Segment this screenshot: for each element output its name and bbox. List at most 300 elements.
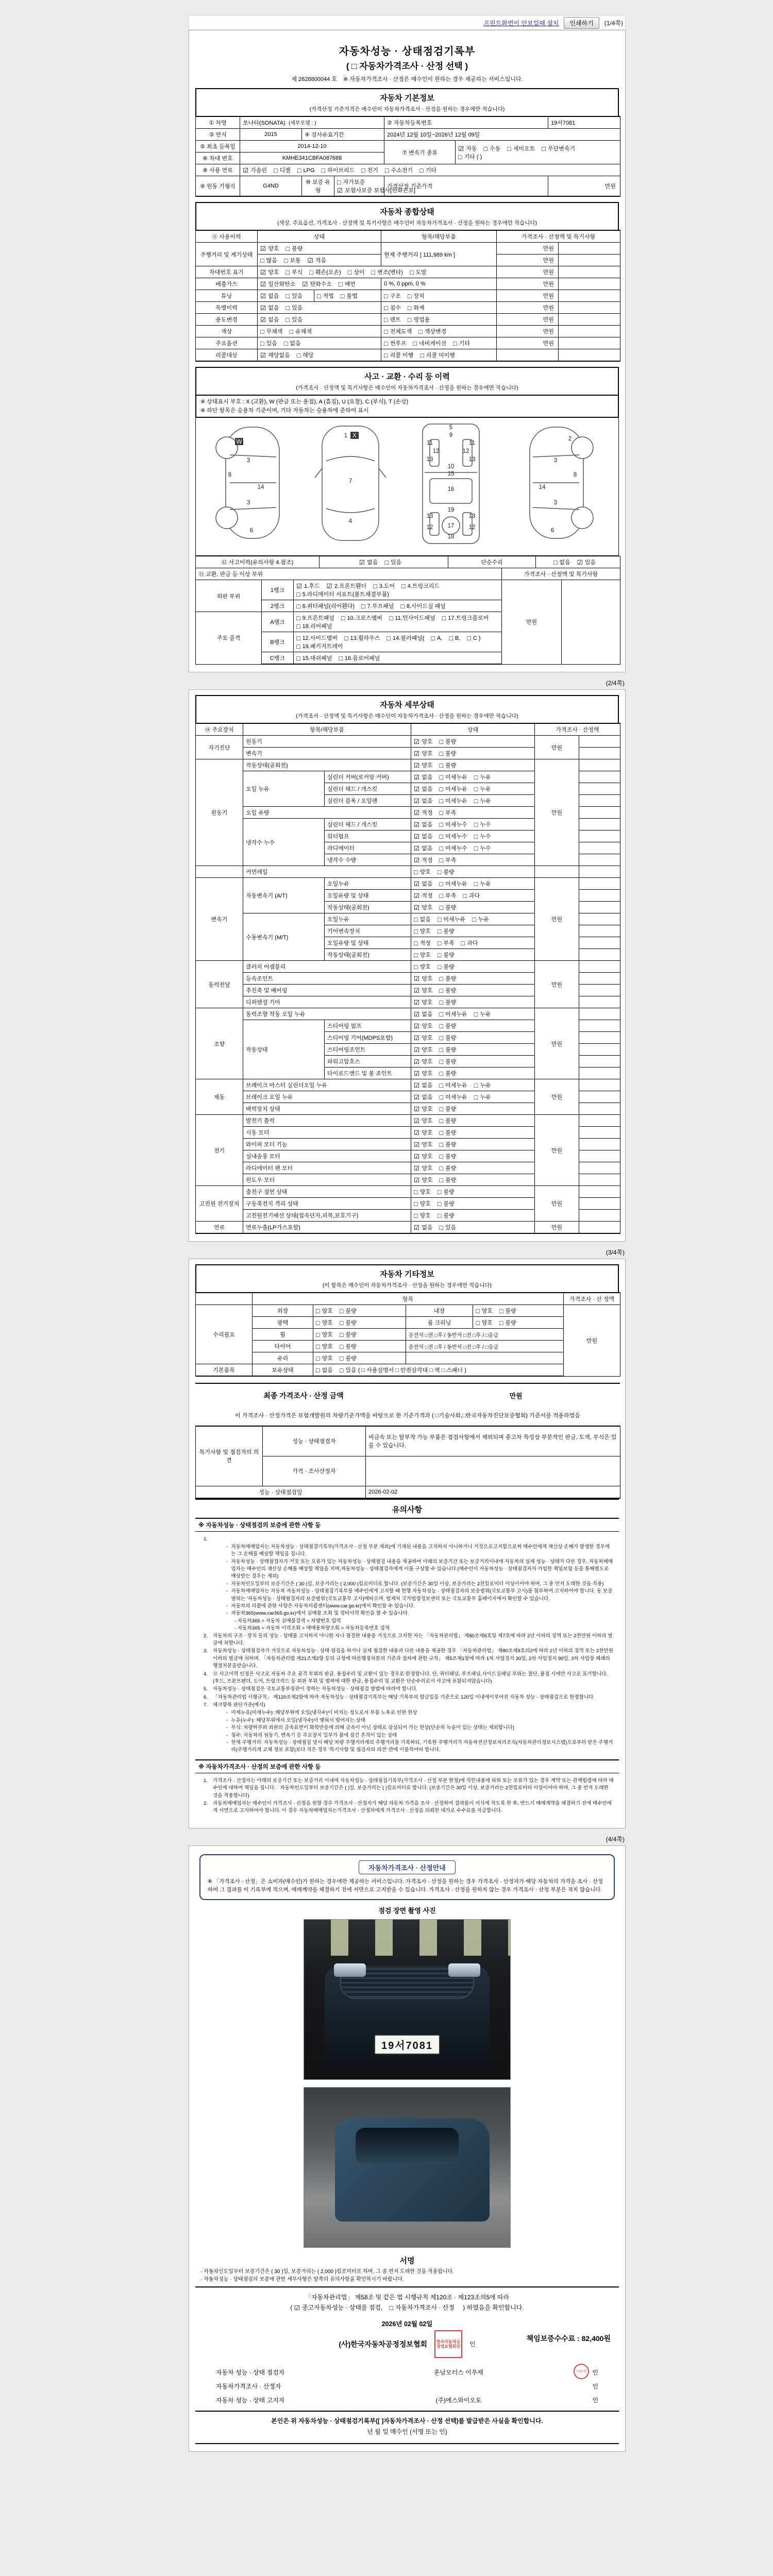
car-damage-diagram — [195, 418, 619, 556]
checkbox-checked[interactable]: ☑ 양호 — [414, 1046, 433, 1054]
trans-note-5 — [579, 925, 620, 937]
opinion-label: 특기사항 및 점검자의 의견 — [196, 1426, 263, 1486]
page-marker-3: (3/4쪽) — [606, 1249, 625, 1256]
checkbox-checked[interactable]: ☑ 양호 — [414, 1165, 433, 1172]
checkbox-checked[interactable]: ☑ 2.프론트휀더 — [326, 583, 367, 590]
checkbox-checked[interactable]: ☑ 양호 — [414, 999, 433, 1006]
confirm-line-1: 「자동차관리법」 제58조 및 같은 법 시행규칙 제120조 · 제123조의5에 따라 — [305, 2294, 510, 2301]
checkbox-unchecked[interactable]: □ 양호 — [316, 1355, 333, 1362]
special-history-unit: 만원 — [497, 302, 559, 314]
brake-booster-state — [411, 1103, 535, 1115]
fuel-leak-state — [411, 1222, 535, 1234]
accident-history-label: ⑫ 사고이력(유의사항 4.참조) — [196, 556, 320, 568]
engine-note-7 — [579, 831, 620, 842]
checkbox-unchecked[interactable]: □ 있음 — [384, 559, 402, 566]
checkbox-unchecked[interactable]: □ 적법 — [317, 293, 334, 300]
engine-note-3 — [579, 783, 620, 795]
checkbox-checked[interactable]: ☑ 중고자동차성능 · 상태를 점검, — [294, 2303, 383, 2312]
glass-blank — [406, 1352, 564, 1364]
checkbox-unchecked[interactable]: □ 수소전기 — [385, 167, 413, 174]
license-plate: 19서7081 — [374, 2035, 440, 2055]
checkbox-unchecked[interactable]: □ 불량 — [437, 1212, 455, 1219]
checkbox-unchecked[interactable]: □ 부족 — [439, 892, 457, 900]
print-button[interactable]: 인쇄하기 — [564, 17, 599, 29]
charge-port-label: 충전구 절연 상태 — [243, 1186, 411, 1198]
note-line: ◦ 자동차의 리콜에 관한 사항은 자동차리콜센터(www.car.go.kr)에서 확인할 수 있습니다. — [231, 1603, 415, 1609]
checkbox-unchecked[interactable]: □ 과다 — [461, 940, 478, 947]
checkbox-unchecked[interactable]: □ 미세누유 — [439, 1094, 467, 1101]
checkbox-unchecked[interactable]: □ A, — [431, 635, 443, 642]
checkbox-unchecked[interactable]: □ 미세누유 — [439, 798, 467, 805]
checkbox-unchecked[interactable]: □ 불량 — [439, 1153, 457, 1160]
checkbox-unchecked[interactable]: □ B, — [449, 635, 461, 642]
checkbox-checked[interactable]: ☑ 적정 — [414, 809, 433, 817]
checkbox-unchecked[interactable]: □ 없음 — [553, 559, 570, 566]
checkbox-checked[interactable]: ☑ 1.후드 — [296, 583, 320, 590]
clutch-label: 클러치 어셈블리 — [243, 961, 411, 973]
checkbox-checked[interactable]: ☑ 양호 — [414, 975, 433, 982]
checkbox-unchecked[interactable]: □ 유채색 — [289, 328, 312, 335]
checkbox-checked[interactable]: ☑ 없음 — [414, 821, 433, 828]
trans-note-3 — [579, 902, 620, 913]
checkbox-unchecked[interactable]: □ 불량 — [439, 1177, 457, 1184]
checkbox-unchecked[interactable]: □ 상이 — [347, 269, 365, 276]
checkbox-unchecked[interactable]: □ 불량 — [339, 1319, 357, 1327]
row-usage-change-label: 용도변경 — [196, 314, 258, 326]
state-code-line-2: ※ 하단 항목은 승용차 기준이며, 기타 자동차는 승용차에 준하여 표시 — [200, 407, 369, 414]
checkbox-checked[interactable]: ☑ 양호 — [414, 750, 433, 757]
final-price-unit: 만원 — [412, 1383, 620, 1407]
checkbox-unchecked[interactable]: □ 누유 — [474, 786, 491, 793]
checkbox-unchecked[interactable]: □ 미세누유 — [439, 1082, 467, 1089]
checkbox-checked[interactable]: ☑ 없음 — [414, 833, 433, 840]
checkbox-unchecked[interactable]: □ 양호 — [414, 928, 431, 935]
engine-rail-unit — [535, 866, 579, 878]
checkbox-unchecked[interactable]: □ 불량 — [499, 1308, 516, 1315]
checkbox-unchecked[interactable]: □ 기타 ( ) — [458, 153, 482, 161]
checkbox-checked[interactable]: ☑ 보험사보증 보험사[한화손보] — [337, 187, 415, 194]
checkbox-checked[interactable]: ☑ 없음 — [260, 293, 279, 300]
checkbox-unchecked[interactable]: □ 하이브리드 — [321, 167, 355, 174]
propshaft-label: 추진축 및 베어링 — [243, 985, 411, 996]
checkbox-unchecked[interactable]: □ 네비게이션 — [413, 340, 447, 347]
signature-box — [195, 2286, 619, 2444]
buyer-date-line: 년 월 일 매수인 (서명 또는 인) — [367, 2428, 447, 2436]
checkbox-unchecked[interactable]: □ 누유 — [474, 774, 491, 781]
checkbox-unchecked[interactable]: □ 없음 — [316, 1367, 333, 1374]
checkbox-unchecked[interactable]: □ 무단변속기 — [542, 145, 576, 152]
checkbox-unchecked[interactable]: □ 양호 — [316, 1343, 333, 1350]
checkbox-unchecked[interactable]: □ 부식 — [285, 269, 303, 276]
at-oil-level-state — [411, 890, 535, 902]
checkbox-unchecked[interactable]: □ 6.쿼터패널(리어휀다) — [296, 603, 355, 610]
page-marker-2: (2/4쪽) — [606, 680, 625, 687]
checkbox-unchecked[interactable]: □ 침수 — [384, 304, 401, 312]
svg-text:4: 4 — [348, 518, 352, 524]
vin-mark-note — [559, 266, 620, 278]
checkbox-checked[interactable]: ☑ 양호 — [260, 269, 279, 276]
checkbox-checked[interactable]: ☑ 없음 — [414, 786, 433, 793]
mileage-state-options — [258, 243, 381, 255]
checkbox-unchecked[interactable]: □ 불량 — [439, 1035, 457, 1042]
checkbox-unchecked[interactable]: □ 불량 — [439, 1165, 457, 1172]
checkbox-unchecked[interactable]: □ 불량 — [437, 952, 455, 959]
svg-text:14: 14 — [539, 484, 546, 490]
checkbox-unchecked[interactable]: □ 불량 — [437, 1189, 455, 1196]
signature-note-2: · 자동차성능 · 상태점검의 보증에 관한 세부사항은 앞쪽의 유의사항을 확인하시기 바랍니다. — [200, 2277, 404, 2283]
checkbox-checked[interactable]: ☑ 양호 — [414, 1129, 433, 1137]
checkbox-unchecked[interactable]: □ 18.리어패널 — [296, 623, 332, 630]
print-install-link[interactable]: 프린트화면이 안보일때 설치 — [483, 19, 559, 27]
signature-note-1: · 자동차인도일부터 보증기간은 ( 30 )일, 보증거리는 ( 2,000 )킬로미터로 하며, 그 중 먼저 도래한 것을 적용합니다. — [200, 2269, 454, 2275]
checkbox-unchecked[interactable]: □ 매연 — [339, 281, 356, 288]
model-year: 2015 — [240, 129, 302, 141]
checkbox-unchecked[interactable]: □ 있음 — [285, 304, 303, 312]
brake-note-2 — [579, 1091, 620, 1103]
checkbox-unchecked[interactable]: □ 영업용 — [407, 316, 430, 324]
special-history-kind-options — [381, 302, 497, 314]
checkbox-unchecked[interactable]: □ 불량 — [439, 750, 457, 757]
checkbox-unchecked[interactable]: □ 17.트렁크플로어 — [442, 615, 489, 622]
checkbox-checked[interactable]: ☑ 양호 — [414, 1106, 433, 1113]
checkbox-unchecked[interactable]: □ 15.대쉬패널 — [296, 655, 332, 662]
checkbox-unchecked[interactable]: □ 색상변경 — [418, 328, 447, 335]
checkbox-unchecked[interactable]: □ 리콜 미이행 — [420, 352, 455, 359]
checkbox-unchecked[interactable]: □ 세미오토 — [507, 145, 535, 152]
steer-note-5 — [579, 1056, 620, 1067]
checkbox-checked[interactable]: ☑ 적정 — [414, 892, 433, 900]
checkbox-checked[interactable]: ☑ 자동 — [458, 145, 477, 152]
label-vin: ⑥ 차대 번호 — [196, 152, 240, 164]
note-line: 3. 자동차성능 · 상태점검자가 거짓으로 자동차성능 · 상태 점검을 하거나 실제 점검한 내용과 다른 내용을 제공한 경우 「자동차관리법」 제80조제9호의2에 따라 2년 이하의 징역 또는 2천만원 이하의 벌금에 처하며, 「자동차관리법 제21조제2항 등의 규정에 따른행정처분의 기준과 절차에 관한 규칙」 제5조제1항에 따라 1차 사업정지 30일, 2차 사업정지 90일, 3차 사업장 폐쇄의 행정처분을받습니다. — [204, 1648, 613, 1669]
base-price-unit: 만원 — [548, 176, 620, 197]
checkbox-checked[interactable]: ☑ 양호 — [414, 762, 433, 769]
checkbox-unchecked[interactable]: □ 있음 — [260, 340, 277, 347]
checkbox-checked[interactable]: ☑ 양호 — [260, 245, 279, 252]
checkbox-checked[interactable]: ☑ 없음 — [260, 304, 279, 312]
checkbox-unchecked[interactable]: □ 누유 — [474, 1011, 491, 1018]
checkbox-unchecked[interactable]: □ 미세누유 — [439, 1011, 467, 1018]
oil-leak-sub2: 실린더 헤드 / 개스킷 — [325, 783, 411, 795]
checkbox-unchecked[interactable]: □ 불량 — [437, 1200, 455, 1208]
checkbox-unchecked[interactable]: □ 수동 — [483, 145, 501, 152]
checkbox-unchecked[interactable]: □ 양호 — [414, 952, 431, 959]
checkbox-checked[interactable]: ☑ 양호 — [414, 1070, 433, 1077]
checkbox-unchecked[interactable]: □ 미세누유 — [437, 916, 465, 923]
checkbox-unchecked[interactable]: □ 미세누수 — [439, 845, 467, 852]
service-note: ※ 자동차가격조사 · 산정은 매수인이 원하는 경우 제공하는 서비스입니다. — [343, 76, 523, 82]
checkbox-unchecked[interactable]: □ 누수 — [474, 821, 491, 828]
checkbox-unchecked[interactable]: □ 9.프론트패널 — [296, 615, 334, 622]
checkbox-unchecked[interactable]: □ 미세누유 — [439, 786, 467, 793]
checkbox-unchecked[interactable]: □ 양호 — [316, 1331, 333, 1338]
checkbox-checked[interactable]: ☑ 양호 — [414, 1117, 433, 1125]
usage-change-kind-options — [381, 314, 497, 326]
main-option-presence — [258, 337, 381, 349]
checkbox-unchecked[interactable]: □ 누유 — [474, 1094, 491, 1101]
checkbox-unchecked[interactable]: □ 양호 — [316, 1308, 333, 1315]
checkbox-unchecked[interactable]: □ 자가보증 — [337, 179, 365, 186]
wheel-positions: 운전석 □전 □후 / 동반석 □전 □후 / □응급 — [406, 1329, 564, 1341]
checkbox-unchecked[interactable]: □ 양호 — [476, 1308, 493, 1315]
checkbox-checked[interactable]: ☑ 없음 — [414, 880, 433, 888]
checkbox-checked[interactable]: ☑ 있음 — [577, 559, 596, 566]
checkbox-checked[interactable]: ☑ 일산화탄소 — [260, 281, 296, 288]
checkbox-unchecked[interactable]: □ 불량 — [339, 1331, 357, 1338]
checkbox-unchecked[interactable]: □ 12.사이드멤버 — [296, 635, 338, 642]
panel-exchange-price-header: 가격조사 · 산정액 및 특기사항 — [502, 568, 620, 580]
checkbox-unchecked[interactable]: □ 10.크로스멤버 — [341, 615, 382, 622]
at-oil-level-label: 오일유량 및 상태 — [325, 890, 411, 902]
checkbox-checked[interactable]: ☑ 없음 — [414, 1082, 433, 1089]
emission-unit: 만원 — [497, 278, 559, 290]
checkbox-unchecked[interactable]: □ 불량 — [439, 1117, 457, 1125]
exterior-label: 외장 — [253, 1305, 313, 1317]
checkbox-unchecked[interactable]: □ 양호 — [414, 963, 431, 971]
checkbox-checked[interactable]: ☑ 양호 — [414, 1058, 433, 1065]
comprehensive-note: (색상, 주요옵션, 가격조사 · 산정액 및 특기사항은 매수인이 자동차가격조사 · 산정을 원하는 경우에만 적습니다) — [277, 220, 537, 226]
checkbox-checked[interactable]: ☑ 해당없음 — [260, 352, 290, 359]
checkbox-unchecked[interactable]: □ 미세누유 — [439, 880, 467, 888]
checkbox-unchecked[interactable]: □ 16.플로어패널 — [339, 655, 380, 662]
checkbox-unchecked[interactable]: □ 불량 — [439, 975, 457, 982]
checkbox-unchecked[interactable]: □ 불법 — [340, 293, 358, 300]
checkbox-checked[interactable]: ☑ 양호 — [414, 1035, 433, 1042]
checkbox-unchecked[interactable]: □ 없음 — [283, 340, 301, 347]
signer-inspector-seal-mark: 인 — [592, 2368, 598, 2376]
power-hose-state — [411, 1056, 535, 1067]
checkbox-checked[interactable]: ☑ 없음 — [414, 845, 433, 852]
svg-text:13: 13 — [468, 513, 476, 519]
checkbox-unchecked[interactable]: □ 7.루프패널 — [361, 603, 394, 610]
steering-oil-leak-label: 동력조향 작동 오일 누유 — [243, 1008, 411, 1020]
checkbox-unchecked[interactable]: □ 14.필러패널( — [386, 635, 425, 642]
wheel-label: 휠 — [253, 1329, 313, 1341]
group-transmission: 변속기 — [196, 878, 243, 961]
checkbox-unchecked[interactable]: □ 누수 — [474, 845, 491, 852]
checkbox-unchecked[interactable]: □ 무채색 — [260, 328, 283, 335]
page-marker-1: (1/4쪽) — [604, 19, 623, 27]
sheet-page-2 — [189, 689, 626, 1242]
checkbox-unchecked[interactable]: □ 3.도어 — [373, 583, 395, 590]
checkbox-unchecked[interactable]: □ 부족 — [437, 940, 455, 947]
checkbox-unchecked[interactable]: □ 부족 — [439, 809, 457, 817]
checkbox-unchecked[interactable]: □ 누유 — [474, 880, 491, 888]
checkbox-unchecked[interactable]: □ 있음 — [285, 316, 303, 324]
checkbox-checked[interactable]: ☑ 없음 — [414, 774, 433, 781]
note-item7-bullets — [204, 1709, 614, 1754]
fuel-price-unit: 만원 — [535, 1222, 579, 1234]
svg-text:3: 3 — [553, 500, 558, 506]
checkbox-unchecked[interactable]: □ 전체도색 — [384, 328, 412, 335]
checkbox-unchecked[interactable]: □ LPG — [297, 167, 315, 174]
inspection-photo-front — [304, 1919, 511, 2080]
checkbox-unchecked[interactable]: □ 누유 — [472, 916, 489, 923]
svg-text:16: 16 — [447, 486, 455, 493]
checkbox-unchecked[interactable]: □ 양호 — [414, 1200, 431, 1208]
checkbox-unchecked[interactable]: □ 적정 — [414, 940, 431, 947]
checkbox-unchecked[interactable]: □ 양호 — [414, 1189, 431, 1196]
checkbox-unchecked[interactable]: □ 불량 — [439, 1058, 457, 1065]
checkbox-unchecked[interactable]: □ 장치 — [407, 293, 425, 300]
checkbox-checked[interactable]: ☑ 없음 — [414, 1011, 433, 1018]
checkbox-unchecked[interactable]: □ 과다 — [463, 892, 480, 900]
checkbox-unchecked[interactable]: □ 해당 — [296, 352, 314, 359]
checkbox-unchecked[interactable]: □ 불량 — [339, 1343, 357, 1350]
checkbox-unchecked[interactable]: □ 자동차가격조사 · 산정 — [389, 2303, 455, 2312]
checkbox-unchecked[interactable]: □ 불량 — [437, 963, 455, 971]
generator-label: 발전기 출력 — [243, 1115, 411, 1127]
checkbox-unchecked[interactable]: □ 리콜 이행 — [384, 352, 414, 359]
checkbox-unchecked[interactable]: □ 불량 — [439, 1070, 457, 1077]
checkbox-unchecked[interactable]: □ 있음 ( □ 사용설명서 □ 안전삼각대 □ 잭 □ 스패너 ) — [339, 1367, 466, 1374]
inspection-date-label: 성능 · 상태점검일 — [196, 1486, 366, 1498]
checkbox-unchecked[interactable]: □ 누유 — [474, 1082, 491, 1089]
checkbox-unchecked[interactable]: □ 많음 — [260, 257, 277, 264]
checkbox-unchecked[interactable]: □ 13.휠하우스 — [344, 635, 380, 642]
checkbox-unchecked[interactable]: □ 양호 — [316, 1319, 333, 1327]
checkbox-unchecked[interactable]: □ 불량 — [439, 1023, 457, 1030]
at-oil-leak-label: 오일누유 — [325, 878, 411, 890]
common-rail-label: 커먼레일 — [243, 866, 411, 878]
checkbox-unchecked[interactable]: □ 불량 — [439, 1046, 457, 1054]
checkbox-unchecked[interactable]: □ 불량 — [439, 999, 457, 1006]
checkbox-unchecked[interactable]: □ 훼손(오손) — [309, 269, 341, 276]
etc-note: (이 항목은 매수인이 자동차가격조사 · 산정을 원하는 경우에만 적습니다) — [323, 1282, 492, 1289]
checkbox-unchecked[interactable]: □ 11.인사이드패널 — [389, 615, 435, 622]
checkbox-unchecked[interactable]: □ 미세누유 — [439, 774, 467, 781]
checkbox-checked[interactable]: ☑ 없음 — [414, 1224, 433, 1231]
note-items — [204, 1633, 614, 1709]
checkbox-unchecked[interactable]: □ 양호 — [414, 1212, 431, 1219]
differential-state — [411, 996, 535, 1008]
wiper-label: 와이퍼 모터 기능 — [243, 1139, 411, 1150]
vin-number: KMHE341CBFA087688 — [240, 152, 384, 164]
checkbox-unchecked[interactable]: □ 19.패키지트레이 — [296, 643, 343, 650]
checkbox-unchecked[interactable]: □ 불량 — [339, 1355, 357, 1362]
steer-note-2 — [579, 1020, 620, 1032]
signer-inspector-label: 자동차 성능 · 상태 점검자 — [216, 2368, 285, 2376]
signer-inspector-seal — [567, 2368, 598, 2377]
checkbox-unchecked[interactable]: □ 전기 — [361, 167, 379, 174]
checkbox-checked[interactable]: ☑ 탄화수소 — [302, 281, 332, 288]
checkbox-unchecked[interactable]: □ 변조(변타) — [371, 269, 403, 276]
checkbox-unchecked[interactable]: □ 불량 — [437, 928, 455, 935]
checkbox-unchecked[interactable]: □ 있음 — [439, 1224, 457, 1231]
checkbox-unchecked[interactable]: □ 썬루프 — [384, 340, 407, 347]
checkbox-unchecked[interactable]: □ 미세누수 — [439, 821, 467, 828]
checkbox-unchecked[interactable]: □ 불량 — [437, 869, 455, 876]
checkbox-unchecked[interactable]: □ 5.라디에이터 서포트(볼트체결부품) — [296, 591, 389, 598]
checkbox-unchecked[interactable]: □ 구조 — [384, 293, 401, 300]
label-engine-type: ⑨ 원동 기형식 — [196, 176, 240, 197]
charge-port-state — [411, 1186, 535, 1198]
checkbox-unchecked[interactable]: □ 화재 — [407, 304, 425, 312]
checkbox-unchecked[interactable]: □ 양호 — [476, 1319, 493, 1327]
checkbox-unchecked[interactable]: □ 디젤 — [274, 167, 291, 174]
steering-op-label: 작동상태 — [243, 1020, 325, 1079]
checkbox-checked[interactable]: ☑ 양호 — [414, 1023, 433, 1030]
starter-state — [411, 1127, 535, 1139]
brake-master-label: 브레이크 마스터 실린더오일 누유 — [243, 1079, 411, 1091]
final-price-table — [195, 1383, 620, 1426]
checkbox-checked[interactable]: ☑ 양호 — [414, 738, 433, 745]
signature-notes — [195, 2268, 619, 2286]
checkbox-unchecked[interactable]: □ 4.트렁크리드 — [401, 583, 440, 590]
checkbox-checked[interactable]: ☑ 없음 — [414, 1094, 433, 1101]
checkbox-unchecked[interactable]: □ 불량 — [439, 762, 457, 769]
col-main-device: ⑭ 주요장치 — [196, 723, 243, 736]
panel-price-unit: 만원 — [502, 580, 562, 665]
checkbox-checked[interactable]: ☑ 가솔린 — [243, 167, 267, 174]
final-price-basis: 이 가격조사 · 산정가격은 보험개발원의 차량기준가액을 바탕으로 한 기준가격과 ( □기술사회,□한국자동차진단보증협회) 기준서를 적용하였음 — [235, 1413, 580, 1419]
association-stamp: 한국자동차공정정보협회인 — [434, 2330, 462, 2358]
checkbox-checked[interactable]: ☑ 적정 — [414, 857, 433, 864]
checkbox-checked[interactable]: ☑ 양호 — [414, 1177, 433, 1184]
label-first-reg-date: ⑤ 최초 등록일 — [196, 141, 240, 152]
checkbox-checked[interactable]: ☑ 양호 — [414, 904, 433, 911]
checkbox-unchecked[interactable]: □ 미세누수 — [439, 833, 467, 840]
tierod-label: 타이로드엔드 및 볼 죠인트 — [325, 1067, 411, 1079]
checkbox-unchecked[interactable]: □ 있음 — [285, 293, 303, 300]
steering-pump-state — [411, 1020, 535, 1032]
checkbox-unchecked[interactable]: □ 불량 — [439, 1106, 457, 1113]
checkbox-unchecked[interactable]: □ 불량 — [439, 1141, 457, 1148]
checkbox-unchecked[interactable]: □ 기타 — [453, 340, 470, 347]
checkbox-unchecked[interactable]: □ 8.사이드실 패널 — [400, 603, 446, 610]
checkbox-unchecked[interactable]: □ 누유 — [474, 798, 491, 805]
checkbox-unchecked[interactable]: □ 불량 — [439, 1129, 457, 1137]
oil-leak-sub1-state — [411, 771, 535, 783]
checkbox-checked[interactable]: ☑ 양호 — [414, 1153, 433, 1160]
checkbox-unchecked[interactable]: □ 불량 — [439, 904, 457, 911]
checkbox-unchecked[interactable]: □ 불량 — [439, 738, 457, 745]
print-toolbar — [189, 15, 626, 30]
elec-note-3 — [579, 1139, 620, 1150]
checkbox-checked[interactable]: ☑ 양호 — [414, 987, 433, 994]
checkbox-checked[interactable]: ☑ 양호 — [414, 1141, 433, 1148]
checkbox-unchecked[interactable]: □ 보통 — [283, 257, 301, 264]
engine-oil-leak-label: 오일 누유 — [243, 771, 325, 807]
options-unit: 만원 — [497, 337, 559, 349]
checkbox-unchecked[interactable]: □ 불량 — [339, 1308, 357, 1315]
checkbox-unchecked[interactable]: □ 도말 — [409, 269, 427, 276]
checkbox-checked[interactable]: ☑ 적음 — [307, 257, 327, 264]
document-subtitle: ( □ 자동차가격조사 · 산정 선택 ) — [346, 61, 468, 71]
buyer-confirm-box — [195, 2411, 619, 2443]
checkbox-unchecked[interactable]: □ 불량 — [499, 1319, 516, 1327]
checkbox-unchecked[interactable]: □ C ) — [467, 635, 481, 642]
checkbox-unchecked[interactable]: □ 기타 — [419, 167, 436, 174]
checkbox-unchecked[interactable]: □ 렌트 — [384, 316, 401, 324]
hv-price-unit: 만원 — [535, 1186, 579, 1222]
buyer-confirm-text: 본인은 위 자동차성능 · 상태점검기록부([ ]자동차가격조사 · 산정 선택)를 발급받은 사실을 확인합니다. — [271, 2417, 543, 2425]
checkbox-unchecked[interactable]: □ 누수 — [474, 833, 491, 840]
steering-gear-label: 스티어링 기어(MDPS포함) — [325, 1032, 411, 1044]
checkbox-unchecked[interactable]: □ 양호 — [414, 869, 431, 876]
svg-text:2: 2 — [568, 436, 572, 442]
car-rear-glass — [356, 2128, 459, 2164]
checkbox-unchecked[interactable]: □ 불량 — [285, 245, 303, 252]
checkbox-unchecked[interactable]: □ 없음 — [414, 916, 431, 923]
checkbox-checked[interactable]: ☑ 없음 — [414, 798, 433, 805]
checkbox-checked[interactable]: ☑ 없음 — [359, 559, 378, 566]
checkbox-unchecked[interactable]: □ 불량 — [439, 987, 457, 994]
main-option-kinds — [381, 337, 497, 349]
checkbox-unchecked[interactable]: □ 부족 — [439, 857, 457, 864]
checkbox-checked[interactable]: ☑ 없음 — [260, 316, 279, 324]
cv-joint-state — [411, 973, 535, 985]
